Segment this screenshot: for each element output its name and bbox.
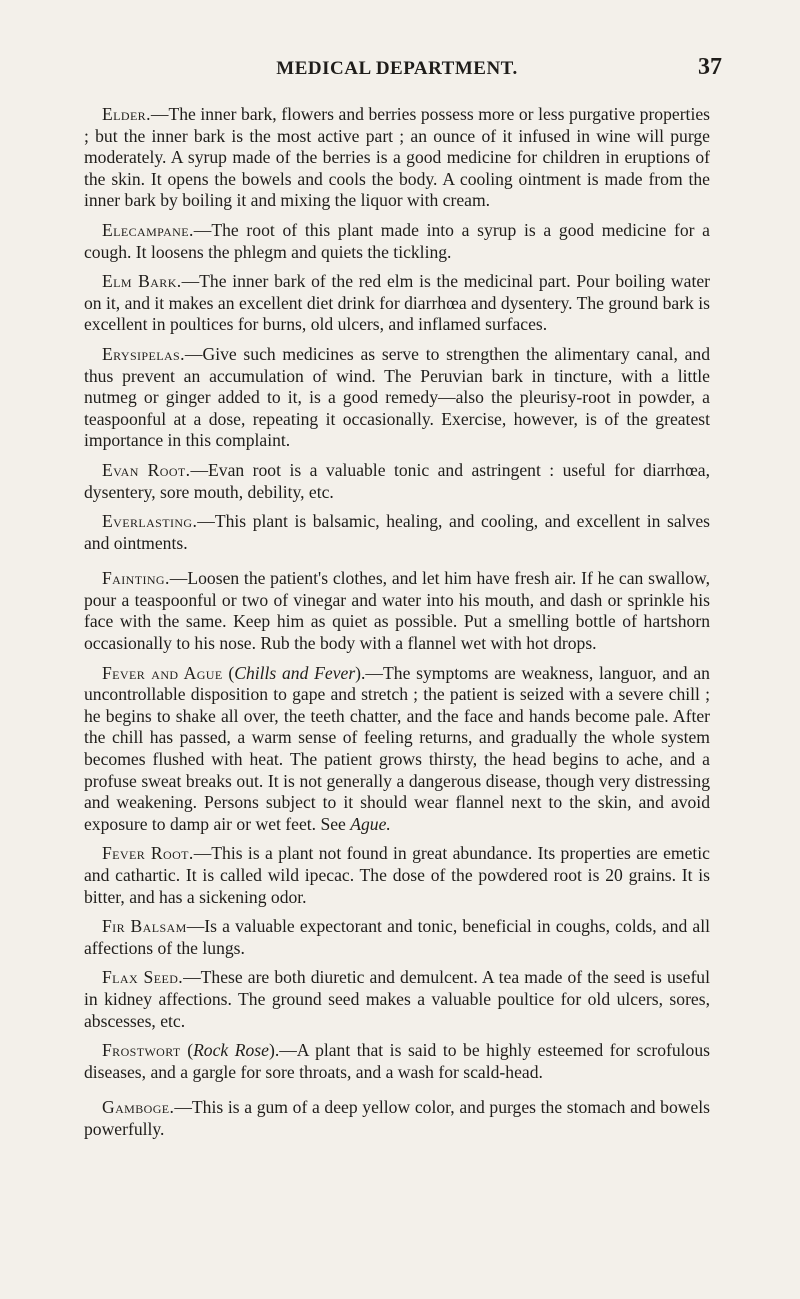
- entry-text: —The inner bark, flowers and berries possess more or less purgative properties ; but the inner bark is the most active part ; an ounce of it infused in wine will purge moderately. A syrup made of the berries is a good medicine for children in eruptions of the skin. It opens the bowels and cools the body. A cooling ointment is made from the inner bark by boiling it and mixing the liquor with cream.: [84, 104, 710, 211]
- entry-term: Everlasting.: [102, 511, 198, 532]
- entry-alias: Rock Rose: [193, 1040, 269, 1061]
- entry-term: Fainting.: [102, 568, 170, 589]
- entry-flax-seed: [84, 967, 710, 1032]
- entry-term: Elecampane.: [102, 219, 194, 240]
- page-number: 37: [698, 54, 722, 80]
- entry-term: Flax Seed.: [102, 967, 184, 988]
- entry-term: Erysipelas.: [102, 343, 185, 364]
- entry-elder: [84, 104, 710, 212]
- entry-text: .—The symptoms are weakness, languor, and an uncontrollable disposition to gape and stretch ; the patient is seized with a severe chill ; he begins to shake all over, the teeth chatter, and the face and hands become pale. After the chill has passed, a warm sense of feeling returns, and gradually the whole system becomes flushed with heat. The patient grows thirsty, the head begins to ache, and a profuse sweat breaks out. It is not generally a dangerous disease, though very distressing and weakening. Persons subject to it should wear flannel next to the skin, and avoid exposure to damp air or wet feet. See: [84, 662, 710, 834]
- entry-text: .—A plant that is said to be highly esteemed for scrofulous diseases, and a gargle for sore throats, and a wash for scald-head.: [84, 1040, 710, 1082]
- entry-alias: Chills and Fever: [234, 662, 356, 683]
- page-title: MEDICAL DEPARTMENT.: [276, 58, 518, 79]
- entry-term: Elder.: [102, 104, 151, 124]
- entry-frostwort: Frostwort (Rock Rose).—A plant that is said to be highly esteemed for scrofulous diseases, and a gargle for sore throats, and a wash for scald-head.: [84, 1040, 710, 1082]
- entry-term: Gamboge.: [102, 1097, 175, 1118]
- entry-term: Fever and Ague: [102, 662, 223, 683]
- entry-text: —This is a plant not found in great abundance. Its properties are emetic and cathartic. It is called wild ipecac. The dose of the powdered root is 20 grains. It is bitter, and has a sickening odor.: [84, 843, 710, 907]
- entry-everlasting: [84, 511, 710, 554]
- entry-text: —Give such medicines as serve to strengthen the alimentary canal, and thus prevent an accumulation of wind. The Peruvian bark in tincture, with a little nutmeg or ginger added to it, is a good remedy—also the pleurisy-root in powder, a teaspoonful at a dose, repeating it occasionally. Exercise, however, is of the greatest importance in this complaint.: [84, 343, 710, 451]
- entry-text: —The root of this plant made into a syrup is a good medicine for a cough. It loosens the phlegm and quiets the tickling.: [84, 219, 710, 262]
- entry-term: Frostwort: [102, 1040, 181, 1061]
- entry-fainting: [84, 568, 710, 654]
- entry-text: —These are both diuretic and demulcent. A tea made of the seed is useful in kidney affections. The ground seed makes a valuable poultice for old ulcers, sores, abscesses, etc.: [84, 967, 710, 1031]
- entry-text: —Is a valuable expectorant and tonic, beneficial in coughs, colds, and all affections of the lungs.: [84, 916, 710, 958]
- entry-evan-root: [84, 460, 710, 503]
- entry-fever-root: [84, 843, 710, 908]
- entry-text: —The inner bark of the red elm is the medicinal part. Pour boiling water on it, and it makes an excellent diet drink for diarrhœa and dysentery. The ground bark is excellent in poultices for burns, old ulcers, and inflamed surfaces.: [84, 271, 711, 335]
- cross-reference: Ague.: [350, 813, 391, 834]
- entry-term: Fir Balsam: [102, 916, 187, 937]
- entry-gamboge: [84, 1097, 710, 1140]
- entry-fir-balsam: [84, 916, 710, 959]
- entry-elm-bark: [84, 271, 710, 336]
- entry-fever-and-ague: Fever and Ague (Chills and Fever).—The symptoms are weakness, languor, and an uncontrollable disposition to gape and stretch ; the patient is seized with a severe chill ; he begins to shake all over, the teeth chatter, and the face and hands become pale. After the chill has passed, a warm sense of feeling returns, and gradually the whole system becomes flushed with heat. The patient grows thirsty, the head begins to ache, and a profuse sweat breaks out. It is not generally a dangerous disease, though very distressing and weakening. Persons subject to it should wear flannel next to the skin, and avoid exposure to damp air or wet feet. See Ague.: [84, 662, 710, 834]
- entry-elecampane: [84, 220, 710, 263]
- entry-text: —This is a gum of a deep yellow color, and purges the stomach and bowels powerfully.: [84, 1097, 710, 1139]
- entry-text: —Evan root is a valuable tonic and astringent : useful for diarrhœa, dysentery, sore mouth, debility, etc.: [84, 459, 710, 502]
- entry-term: Evan Root.: [102, 459, 191, 480]
- entry-term: Elm Bark.: [102, 271, 182, 292]
- entry-text: —This plant is balsamic, healing, and cooling, and excellent in salves and ointments.: [84, 511, 710, 553]
- entry-text: —Loosen the patient's clothes, and let him have fresh air. If he can swallow, pour a teaspoonful or two of vinegar and water into his mouth, and dash or sprinkle his face with the same. Keep him as quiet as possible. Put a smelling bottle of hartshorn occasionally to his nose. Rub the body with a flannel wet with hot drops.: [84, 568, 710, 654]
- entry-erysipelas: [84, 344, 710, 452]
- entry-term: Fever Root.: [102, 843, 194, 864]
- running-head: [84, 52, 722, 82]
